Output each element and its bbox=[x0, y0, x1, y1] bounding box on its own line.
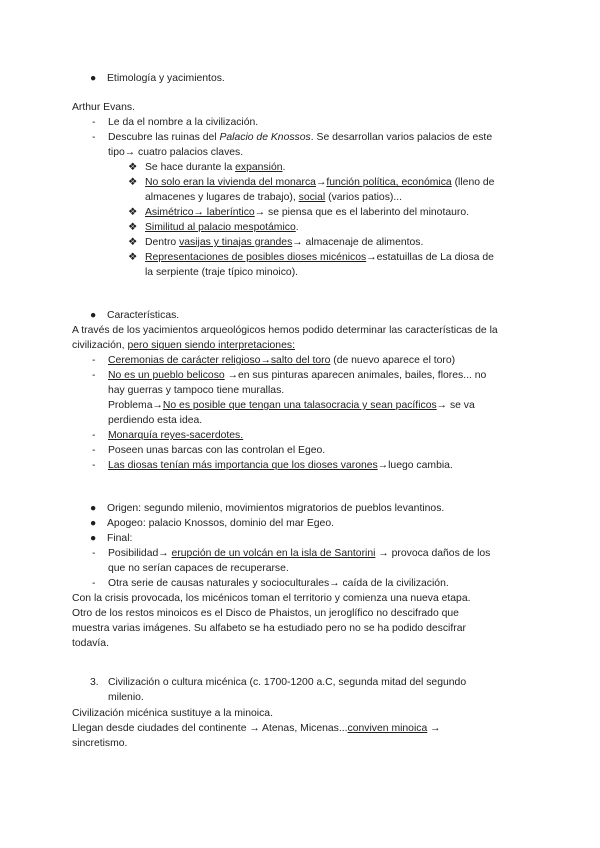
text-span: civilización, bbox=[72, 340, 128, 351]
text-span: → provoca daños de los bbox=[375, 548, 491, 559]
dash-marker: - bbox=[92, 117, 96, 128]
paragraph-line bbox=[72, 339, 295, 352]
bullet-icon: ● bbox=[90, 503, 97, 514]
list-item bbox=[108, 354, 455, 367]
text-span: Dentro bbox=[145, 237, 180, 248]
text-span: Descubre las ruinas del bbox=[108, 132, 220, 143]
list-item: Origen: segundo milenio, movimientos migratorios de pueblos levantinos. bbox=[107, 503, 445, 514]
paragraph-line: Civilización micénica sustituye a la minoica. bbox=[72, 708, 273, 719]
dash-marker: - bbox=[92, 445, 96, 456]
list-item: Apogeo: palacio Knossos, dominio del mar Egeo. bbox=[107, 518, 335, 529]
diamond-bullet-icon: ❖ bbox=[128, 162, 138, 173]
text-span: → bbox=[315, 177, 327, 188]
text-span: (varios patios)... bbox=[325, 192, 403, 203]
heading-micenica: Civilización o cultura micénica (c. 1700-1200 a.C, segunda mitad del segundo bbox=[108, 677, 467, 688]
text-span: almacenes y lugares de trabajo), bbox=[145, 192, 299, 203]
text-span: Palacio de Knossos bbox=[219, 132, 311, 143]
list-item bbox=[108, 369, 486, 382]
paragraph-line bbox=[72, 722, 441, 735]
dash-marker: - bbox=[92, 370, 96, 381]
dash-marker: - bbox=[92, 548, 96, 559]
list-item bbox=[108, 459, 453, 472]
list-item: Otra serie de causas naturales y socioculturales→ caída de la civilización. bbox=[108, 578, 449, 589]
list-item: Le da el nombre a la civilización. bbox=[108, 117, 259, 128]
sub-item bbox=[145, 251, 494, 264]
sub-item bbox=[145, 176, 494, 189]
text-span: No solo eran la vivienda del monarca bbox=[145, 177, 316, 188]
bullet-icon: ● bbox=[90, 518, 97, 529]
text-span: Ceremonias de carácter religioso→salto del toro bbox=[108, 355, 331, 366]
text-span: No es un pueblo belicoso bbox=[108, 370, 225, 381]
list-item bbox=[108, 429, 243, 442]
paragraph-line: todavía. bbox=[72, 638, 109, 649]
text-span: Posibilidad→ bbox=[108, 548, 172, 559]
dash-marker: - bbox=[92, 460, 96, 471]
text-span: . bbox=[295, 222, 299, 233]
sub-item bbox=[145, 221, 299, 234]
dash-marker: - bbox=[92, 132, 96, 143]
list-item-continuation: que no serían capaces de recuperarse. bbox=[108, 563, 289, 574]
paragraph-line: Otro de los restos minoicos es el Disco de Phaistos, un jeroglífico no descifrado que bbox=[72, 608, 459, 619]
text-span: →en sus pinturas aparecen animales, bailes, flores... no bbox=[224, 370, 487, 381]
text-span: . bbox=[282, 162, 286, 173]
text-span: No es posible que tengan una talasocracia y sean pacíficos bbox=[162, 400, 437, 411]
paragraph-line: muestra varias imágenes. Su alfabeto se ha estudiado pero no se ha podido descifrar bbox=[72, 623, 466, 634]
list-item bbox=[108, 131, 492, 144]
paragraph-line: Con la crisis provocada, los micénicos toman el territorio y comienza una nueva etapa. bbox=[72, 593, 471, 604]
text-span: → bbox=[427, 723, 441, 734]
text-span: → se piensa que es el laberinto del minotauro. bbox=[254, 207, 470, 218]
text-span: → almacenaje de alimentos. bbox=[292, 237, 424, 248]
diamond-bullet-icon: ❖ bbox=[128, 237, 138, 248]
heading-micenica-continuation: milenio. bbox=[108, 692, 144, 703]
list-item bbox=[108, 547, 490, 560]
text-span: Problema→ bbox=[108, 400, 163, 411]
text-span: expansión bbox=[235, 162, 283, 173]
bullet-icon: ● bbox=[90, 533, 97, 544]
text-span: conviven minoica bbox=[347, 723, 428, 734]
list-item: Final: bbox=[107, 533, 133, 544]
diamond-bullet-icon: ❖ bbox=[128, 177, 138, 188]
text-span: →luego cambia. bbox=[377, 460, 453, 471]
text-span: Las diosas tenían más importancia que los dioses varones bbox=[108, 460, 378, 471]
list-number: 3. bbox=[90, 677, 99, 688]
text-span: social bbox=[298, 192, 326, 203]
text-span: Llegan desde ciudades del continente → Atenas, Micenas... bbox=[72, 723, 348, 734]
text-span: . Se desarrollan varios palacios de este bbox=[310, 132, 493, 143]
list-item-continuation bbox=[108, 399, 475, 412]
sub-item bbox=[145, 206, 469, 219]
text-span: Similitud al palacio mespotámico bbox=[145, 222, 296, 233]
paragraph-line: A través de los yacimientos arqueológicos hemos podido determinar las características de la bbox=[72, 325, 498, 336]
text-span: pero siguen siendo interpretaciones: bbox=[127, 340, 295, 351]
text-span: →estatuillas de La diosa de bbox=[366, 252, 494, 263]
sub-item-continuation bbox=[145, 191, 402, 204]
list-item: Poseen unas barcas con las controlan el Egeo. bbox=[108, 445, 326, 456]
diamond-bullet-icon: ❖ bbox=[128, 222, 138, 233]
diamond-bullet-icon: ❖ bbox=[128, 207, 138, 218]
sub-item bbox=[145, 161, 285, 174]
text-span: Se hace durante la bbox=[145, 162, 236, 173]
text-span: vasijas y tinajas grandes bbox=[179, 237, 293, 248]
diamond-bullet-icon: ❖ bbox=[128, 252, 138, 263]
text-span: (lleno de bbox=[451, 177, 495, 188]
list-item-continuation: hay guerras y tampoco tiene murallas. bbox=[108, 385, 285, 396]
text-span: (de nuevo aparece el toro) bbox=[330, 355, 456, 366]
list-item-continuation: tipo→ cuatro palacios claves. bbox=[108, 147, 244, 158]
dash-marker: - bbox=[92, 430, 96, 441]
paragraph-line: sincretismo. bbox=[72, 738, 128, 749]
author-name: Arthur Evans. bbox=[72, 102, 135, 113]
heading-etimologia: Etimología y yacimientos. bbox=[107, 73, 225, 84]
heading-caracteristicas: Características. bbox=[107, 310, 180, 321]
bullet-icon: ● bbox=[90, 73, 97, 84]
dash-marker: - bbox=[92, 578, 96, 589]
text-span: → se va bbox=[436, 400, 475, 411]
sub-item bbox=[145, 236, 423, 249]
text-span: erupción de un volcán en la isla de Santorini bbox=[171, 548, 376, 559]
text-span: Asimétrico→ laberíntico bbox=[145, 207, 255, 218]
text-span: Representaciones de posibles dioses micénicos bbox=[145, 252, 367, 263]
text-span: función política, económica bbox=[326, 177, 452, 188]
text-span: Monarquía reyes-sacerdotes. bbox=[108, 430, 244, 441]
sub-item-continuation: la serpiente (traje típico minoico). bbox=[145, 267, 299, 278]
list-item-continuation: perdiendo esta idea. bbox=[108, 415, 203, 426]
dash-marker: - bbox=[92, 355, 96, 366]
bullet-icon: ● bbox=[90, 310, 97, 321]
